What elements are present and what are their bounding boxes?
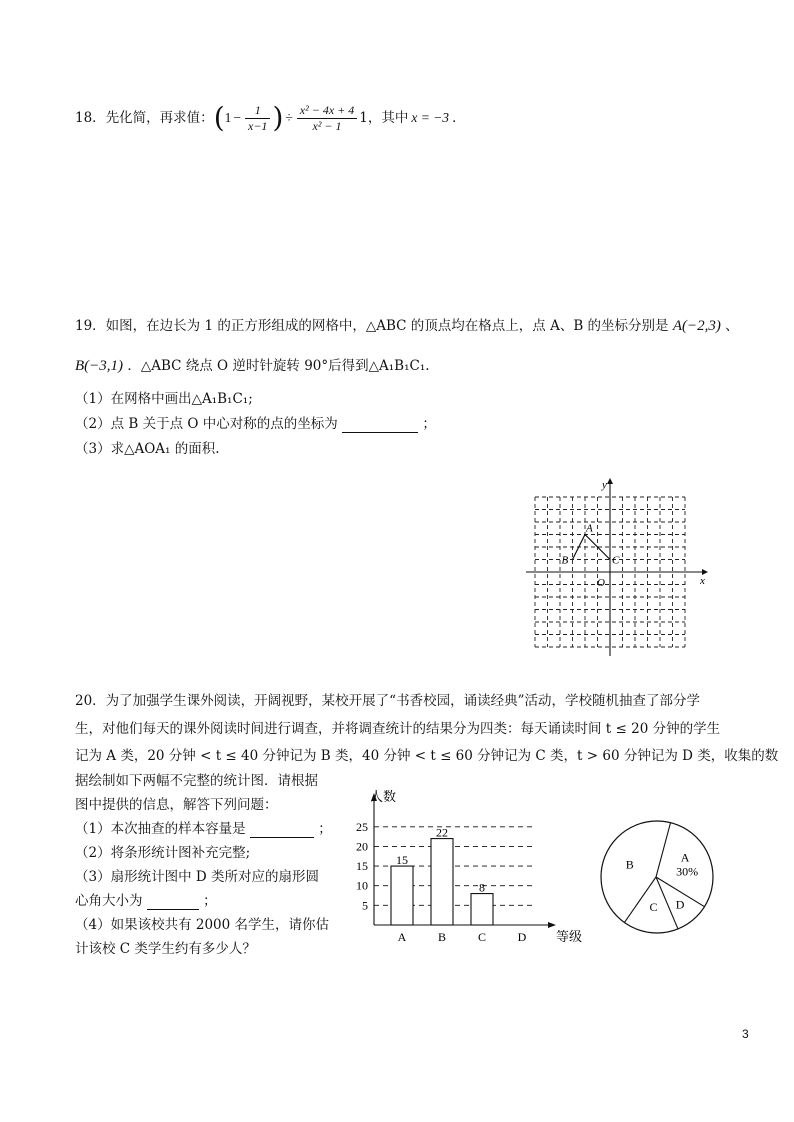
point-b-label: B xyxy=(561,554,569,567)
q19-rotation-text: ．△ABC 绕点 O 逆时针旋转 90°后得到△A₁B₁C₁. xyxy=(127,358,430,374)
point-c-label: C xyxy=(612,554,620,567)
q19-line-2 xyxy=(75,357,430,375)
bar-x-tick-label: B xyxy=(437,930,447,944)
x-axis-label: x xyxy=(700,575,705,587)
q18-lead: 先化简，再求值： xyxy=(105,110,214,126)
q20-paragraph-line-5: 图中提供的信息，解答下列问题： xyxy=(75,797,278,813)
q18-divide: ÷ xyxy=(285,110,293,125)
bar-y-axis-title: 人数 xyxy=(370,790,397,805)
q19-answer-blank xyxy=(342,418,418,433)
origin-label: O xyxy=(597,577,605,589)
q19-separator: 、 xyxy=(725,318,739,334)
bar-y-tick-label: 10 xyxy=(356,878,368,893)
q20-sample-size-blank xyxy=(250,823,314,838)
bar-x-axis-title: 等级 xyxy=(556,930,583,945)
q20-sub1-text: （1）本次抽查的样本容量是 xyxy=(75,821,246,837)
bar-C xyxy=(471,894,493,925)
bar-y-tick-label: 25 xyxy=(356,819,368,834)
pie-label-D: D xyxy=(675,897,685,912)
bar-x-tick-label: C xyxy=(477,930,487,944)
q18-minus: − xyxy=(233,110,241,125)
q19-point-b: B(−3,1) xyxy=(75,358,124,374)
q20-paragraph-line-1: 20．为了加强学生课外阅读，开阔视野，某校开展了“书香校园，诵读经典”活动，学校随机抽查了部分学 xyxy=(75,693,700,709)
pie-label-A: A xyxy=(680,850,690,865)
bar-y-tick-label: 20 xyxy=(356,839,368,854)
grid-axes xyxy=(526,478,708,656)
q19-line-1 xyxy=(75,317,739,335)
bar-x-tick-label: A xyxy=(397,930,407,944)
question-18 xyxy=(75,101,466,135)
q19-sub2-text: （2）点 B 关于点 O 中心对称的点的坐标为 xyxy=(75,416,338,432)
q20-subquestion-3b xyxy=(75,892,217,910)
q20-subquestion-3a: （3）扇形统计图中 D 类所对应的扇形圆 xyxy=(75,869,319,885)
q20-sub3-end: ； xyxy=(203,893,217,909)
q18-fraction-2 xyxy=(297,103,357,134)
q18-one: 1 xyxy=(224,110,232,125)
pie-chart xyxy=(598,818,716,936)
q20-paragraph-line-4: 据绘制如下两幅不完整的统计图．请根据 xyxy=(75,773,318,789)
q20-subquestion-4a: （4）如果该校共有 2000 名学生，请你估 xyxy=(75,917,330,933)
bar-data-label: 22 xyxy=(436,825,448,840)
q18-fraction-1 xyxy=(245,103,270,134)
bar-y-tick-label: 5 xyxy=(362,898,368,913)
y-axis-label: y xyxy=(602,479,607,491)
q18-end: ． xyxy=(452,110,466,126)
bar-x-axis-arrow xyxy=(548,922,556,928)
q20-subquestion-2: （2）将条形统计图补充完整; xyxy=(75,845,251,861)
q20-paragraph-line-3: 记为 A 类，20 分钟 < t ≤ 40 分钟记为 B 类，40 分钟 < t ≤ 60 分钟记为 C 类，t > 60 分钟记为 D 类，收集的数 xyxy=(75,748,779,764)
bar-data-label: 8 xyxy=(479,880,485,895)
q20-paragraph-line-2: 生，对他们每天的课外阅读时间进行调查，并将调查统计的结果分为四类：每天诵读时间 t ≤ 20 分钟的学生 xyxy=(75,721,721,737)
bar-x-tick-label: D xyxy=(517,930,527,944)
q18-frac1-numerator: 1 xyxy=(245,103,270,119)
q19-point-a: A(−2,3) xyxy=(672,318,721,334)
q20-subquestion-1 xyxy=(75,820,332,838)
pie-label-B: B xyxy=(625,857,634,872)
q19-sub2-end: ； xyxy=(422,416,436,432)
q18-open-paren: ( xyxy=(213,101,225,134)
q18-close-paren: ) xyxy=(272,101,284,134)
q18-frac2-denominator: x² − 1 xyxy=(312,118,342,133)
pie-label-C: C xyxy=(649,899,658,914)
q18-after: 1，其中 xyxy=(359,110,409,126)
point-a-label: A xyxy=(586,522,593,535)
q19-subquestion-1: （1）在网格中画出△A₁B₁C₁; xyxy=(75,391,253,407)
bar-data-label: 15 xyxy=(396,853,408,868)
y-axis-arrow xyxy=(607,478,613,484)
q19-intro: 19．如图，在边长为 1 的正方形组成的网格中，△ABC 的顶点均在格点上，点 A、B 的坐标分别是 xyxy=(75,318,669,334)
q18-number: 18． xyxy=(75,110,106,126)
q19-subquestion-2 xyxy=(75,415,436,433)
q20-sub3b-text: 心角大小为 xyxy=(75,893,143,909)
bar-chart xyxy=(340,783,590,953)
q18-condition: x = −3 xyxy=(411,110,450,125)
q20-sub1-end: ； xyxy=(318,821,332,837)
page-number: 3 xyxy=(742,1027,749,1041)
q20-angle-blank xyxy=(147,895,199,910)
q18-frac2-numerator: x² − 4x + 4 xyxy=(297,103,357,119)
q19-subquestion-3: （3）求△AOA₁ 的面积. xyxy=(75,441,220,457)
q20-subquestion-4b: 计该校 C 类学生约有多少人？ xyxy=(75,941,256,957)
q18-frac1-denominator: x−1 xyxy=(248,118,268,133)
bar-y-tick-label: 15 xyxy=(356,859,368,874)
bar-A xyxy=(391,866,413,925)
bar-B xyxy=(431,839,453,925)
pie-percent-label: 30% xyxy=(676,864,699,879)
coordinate-grid-figure xyxy=(522,476,712,661)
